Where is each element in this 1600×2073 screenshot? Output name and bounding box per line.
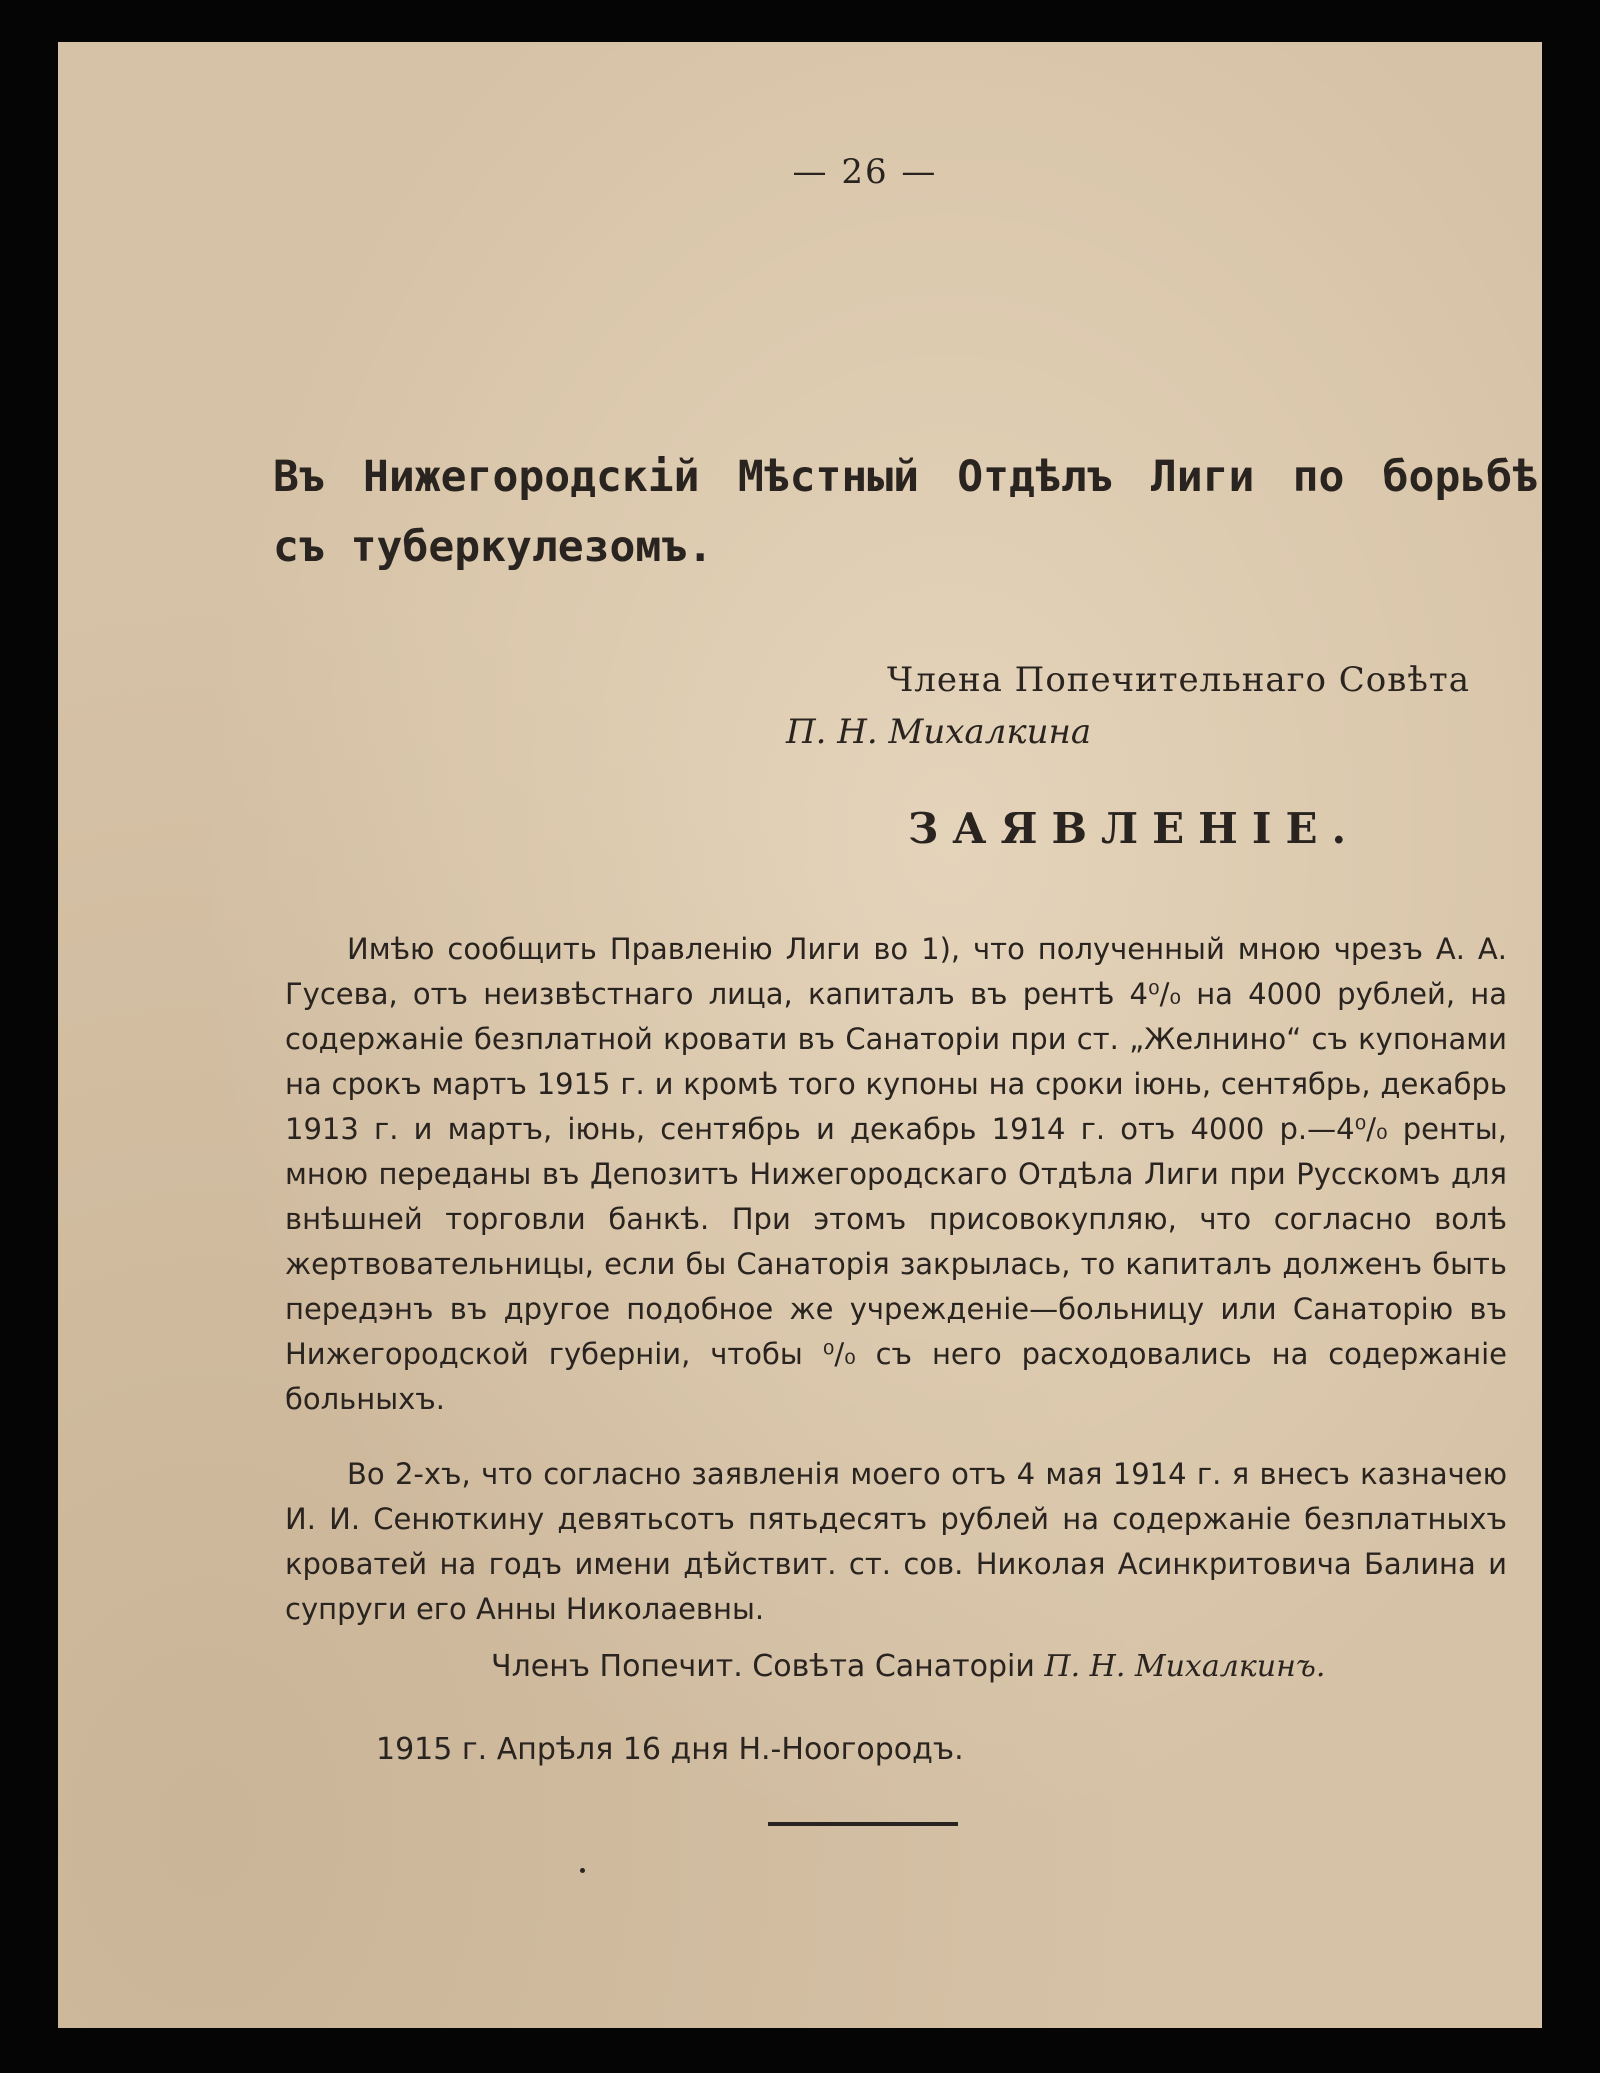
signature-name: П. Н. Михалкинъ. xyxy=(1044,1649,1326,1684)
end-rule-divider xyxy=(768,1822,958,1826)
signature-prefix: Членъ Попечит. Совѣта Санаторіи xyxy=(491,1649,1035,1684)
signature-line xyxy=(491,1649,1325,1684)
member-title: Члена Попечительнаго Совѣта xyxy=(886,660,1470,700)
body-paragraph-1: Имѣю сообщить Правленію Лиги во 1), что полученный мною чрезъ А. А. Гусева, отъ неизвѣстнаго лица, капиталъ въ рентѣ 4⁰/₀ на 4000 рублей, на содержаніе безплатной кровати въ Санаторіи при ст. „Желнино“ съ купонами на срокъ мартъ 1915 г. и кромѣ того купоны на сроки іюнь, сентябрь, декабрь 1913 г. и мартъ, іюнь, сентябрь и декабрь 1914 г. отъ 4000 р.—4⁰/₀ ренты, мною переданы въ Депозитъ Нижегородскаго Отдѣла Лиги при Русскомъ для внѣшней торговли банкѣ. При этомъ присовокупляю, что согласно волѣ жертвовательницы, если бы Санаторія закрылась, то капиталъ долженъ быть передэнъ въ другое подобное же учрежденіе—больницу или Санаторію въ Нижегородской губерніи, чтобы ⁰/₀ съ него расходовались на содержаніе больныхъ. xyxy=(285,932,1507,1416)
document-heading: Въ Нижегородскій Мѣстный Отдѣлъ Лиги по борьбѣ съ туберкулезомъ. xyxy=(273,452,1538,572)
member-name: П. Н. Михалкина xyxy=(786,712,1092,752)
document-page xyxy=(58,42,1542,2028)
ink-speck xyxy=(580,1868,585,1873)
page-number: — 26 — xyxy=(792,152,938,192)
body-paragraph-2: Во 2-хъ, что согласно заявленія моего отъ 4 мая 1914 г. я внесъ казначею И. И. Сенюткину девятьсотъ пятьдесятъ рублей на содержаніе безплатныхъ кроватей на годъ имени дѣйствит. ст. сов. Николая Асинкритовича Балина и супруги его Анны Николаевны. xyxy=(285,1457,1507,1626)
date-place-line: 1915 г. Апрѣля 16 дня Н.-Ноогородъ. xyxy=(376,1732,964,1767)
statement-title: ЗАЯВЛЕНІЕ. xyxy=(908,804,1361,853)
